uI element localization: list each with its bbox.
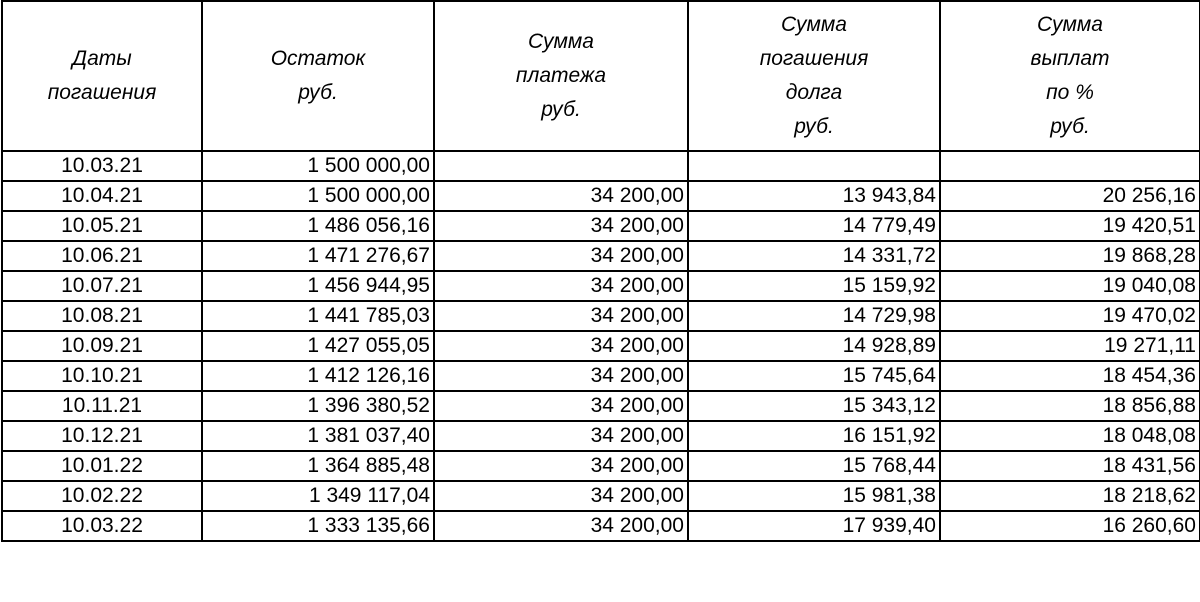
- cell-date: 10.01.22: [2, 451, 202, 481]
- cell-interest: 18 218,62: [940, 481, 1200, 511]
- cell-interest: 19 271,11: [940, 331, 1200, 361]
- cell-balance: 1 500 000,00: [202, 181, 434, 211]
- header-interest-payment: Сумма выплат по % руб.: [940, 1, 1200, 151]
- cell-balance: 1 412 126,16: [202, 361, 434, 391]
- cell-principal: 14 331,72: [688, 241, 940, 271]
- table-row: [2, 181, 1200, 211]
- cell-date: 10.03.21: [2, 151, 202, 181]
- cell-balance: 1 441 785,03: [202, 301, 434, 331]
- cell-principal: 15 343,12: [688, 391, 940, 421]
- cell-interest: 19 040,08: [940, 271, 1200, 301]
- cell-date: 10.04.21: [2, 181, 202, 211]
- cell-payment: 34 200,00: [434, 421, 688, 451]
- cell-principal: 16 151,92: [688, 421, 940, 451]
- cell-interest: 19 470,02: [940, 301, 1200, 331]
- cell-balance: 1 364 885,48: [202, 451, 434, 481]
- cell-payment: 34 200,00: [434, 391, 688, 421]
- cell-date: 10.09.21: [2, 331, 202, 361]
- cell-payment: 34 200,00: [434, 331, 688, 361]
- cell-balance: 1 471 276,67: [202, 241, 434, 271]
- cell-payment: 34 200,00: [434, 511, 688, 541]
- cell-balance: 1 456 944,95: [202, 271, 434, 301]
- table-body: [2, 151, 1200, 541]
- cell-payment: 34 200,00: [434, 301, 688, 331]
- cell-interest: 18 048,08: [940, 421, 1200, 451]
- table-row: [2, 301, 1200, 331]
- cell-principal: [688, 151, 940, 181]
- cell-date: 10.06.21: [2, 241, 202, 271]
- header-payment-amount: Сумма платежа руб.: [434, 1, 688, 151]
- cell-balance: 1 349 117,04: [202, 481, 434, 511]
- cell-interest: 16 260,60: [940, 511, 1200, 541]
- cell-payment: 34 200,00: [434, 451, 688, 481]
- cell-principal: 17 939,40: [688, 511, 940, 541]
- table-row: [2, 211, 1200, 241]
- header-payment-date: Даты погашения: [2, 1, 202, 151]
- cell-interest: [940, 151, 1200, 181]
- table-row: [2, 151, 1200, 181]
- cell-interest: 18 856,88: [940, 391, 1200, 421]
- table-row: [2, 241, 1200, 271]
- cell-balance: 1 333 135,66: [202, 511, 434, 541]
- cell-principal: 15 745,64: [688, 361, 940, 391]
- cell-principal: 14 928,89: [688, 331, 940, 361]
- cell-balance: 1 486 056,16: [202, 211, 434, 241]
- cell-payment: 34 200,00: [434, 271, 688, 301]
- cell-date: 10.07.21: [2, 271, 202, 301]
- table-row: [2, 331, 1200, 361]
- cell-balance: 1 500 000,00: [202, 151, 434, 181]
- cell-principal: 14 729,98: [688, 301, 940, 331]
- cell-principal: 15 981,38: [688, 481, 940, 511]
- cell-date: 10.11.21: [2, 391, 202, 421]
- cell-date: 10.03.22: [2, 511, 202, 541]
- table-row: [2, 361, 1200, 391]
- table-row: [2, 271, 1200, 301]
- cell-principal: 14 779,49: [688, 211, 940, 241]
- cell-interest: 20 256,16: [940, 181, 1200, 211]
- cell-balance: 1 427 055,05: [202, 331, 434, 361]
- cell-balance: 1 396 380,52: [202, 391, 434, 421]
- table-row: [2, 391, 1200, 421]
- cell-payment: 34 200,00: [434, 481, 688, 511]
- cell-principal: 13 943,84: [688, 181, 940, 211]
- cell-date: 10.12.21: [2, 421, 202, 451]
- table-row: [2, 511, 1200, 541]
- cell-interest: 18 431,56: [940, 451, 1200, 481]
- header-balance: Остаток руб.: [202, 1, 434, 151]
- header-principal-repayment: Сумма погашения долга руб.: [688, 1, 940, 151]
- table-row: [2, 421, 1200, 451]
- cell-date: 10.02.22: [2, 481, 202, 511]
- cell-payment: 34 200,00: [434, 181, 688, 211]
- cell-payment: 34 200,00: [434, 211, 688, 241]
- cell-interest: 18 454,36: [940, 361, 1200, 391]
- cell-interest: 19 868,28: [940, 241, 1200, 271]
- cell-interest: 19 420,51: [940, 211, 1200, 241]
- cell-payment: [434, 151, 688, 181]
- payment-schedule-table: [1, 0, 1200, 542]
- cell-date: 10.08.21: [2, 301, 202, 331]
- table-row: [2, 481, 1200, 511]
- table-row: [2, 451, 1200, 481]
- cell-balance: 1 381 037,40: [202, 421, 434, 451]
- cell-date: 10.10.21: [2, 361, 202, 391]
- cell-payment: 34 200,00: [434, 241, 688, 271]
- cell-date: 10.05.21: [2, 211, 202, 241]
- cell-payment: 34 200,00: [434, 361, 688, 391]
- cell-principal: 15 159,92: [688, 271, 940, 301]
- header-row: [2, 1, 1200, 151]
- cell-principal: 15 768,44: [688, 451, 940, 481]
